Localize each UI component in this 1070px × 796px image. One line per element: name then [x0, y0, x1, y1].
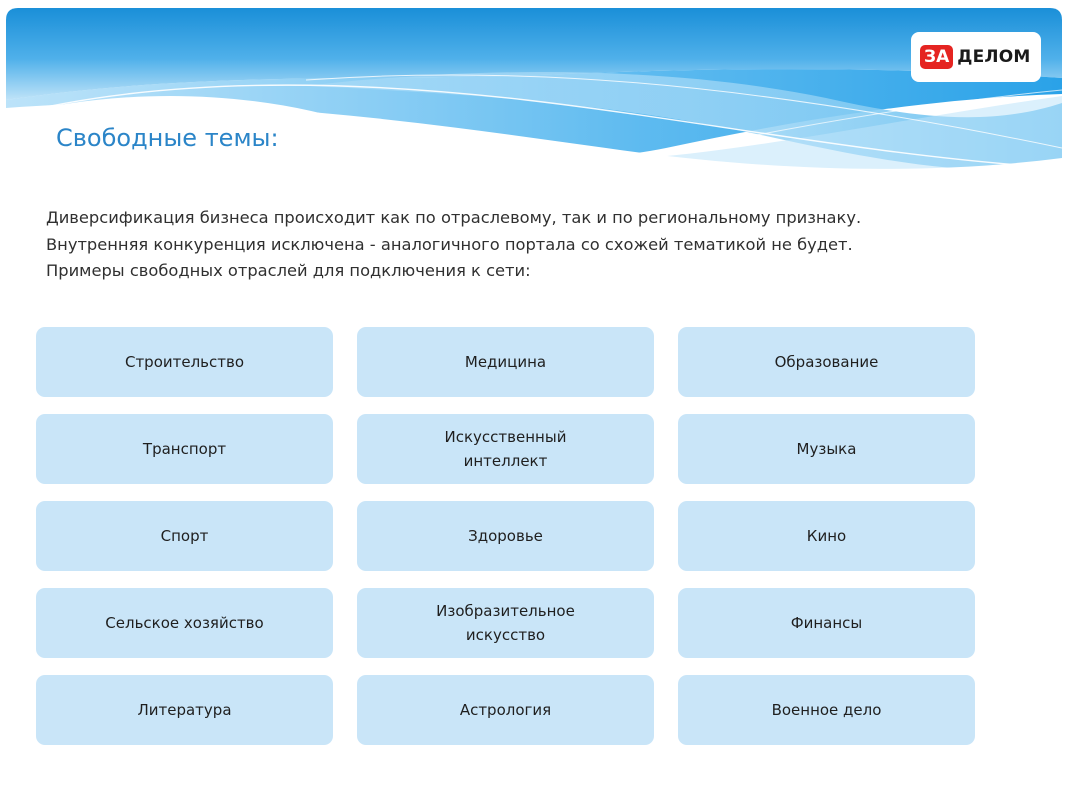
intro-line: Диверсификация бизнеса происходит как по отраслевому, так и по региональному признаку. [46, 208, 862, 227]
industry-tile [36, 414, 333, 484]
industry-label: Музыка [796, 440, 857, 458]
industry-tile [357, 414, 654, 484]
industry-label: Изобразительное искусство [436, 602, 575, 644]
industry-tile [357, 327, 654, 397]
industry-label: Сельское хозяйство [105, 614, 264, 632]
page-title: Свободные темы: [56, 124, 279, 152]
logo [911, 32, 1041, 82]
industry-grid [36, 327, 976, 745]
header-wave-banner [6, 8, 1062, 183]
industry-label: Строительство [124, 353, 245, 371]
logo-mark: ЗА [920, 45, 953, 69]
industry-label: Литература [137, 701, 232, 719]
industry-tile [678, 501, 975, 571]
logo-text: ДЕЛОМ [957, 47, 1031, 67]
industry-label: Транспорт [142, 440, 227, 458]
industry-tile [678, 588, 975, 658]
industry-label: Медицина [464, 353, 547, 371]
industry-tile [678, 675, 975, 745]
industry-label: Финансы [790, 614, 863, 632]
industry-label: Астрология [459, 701, 552, 719]
industry-label: Спорт [160, 527, 209, 545]
industry-label: Военное дело [771, 701, 882, 719]
industry-tile [36, 588, 333, 658]
industry-tile [678, 414, 975, 484]
industry-tile [36, 501, 333, 571]
industry-tile [357, 501, 654, 571]
intro-line: Внутренняя конкуренция исключена - аналогичного портала со схожей тематикой не будет. [46, 234, 853, 254]
industry-label: Здоровье [468, 527, 543, 545]
industry-tile [357, 588, 654, 658]
industry-tile [678, 327, 975, 397]
industry-label: Образование [774, 353, 879, 371]
industry-tile [36, 327, 333, 397]
industry-tile [36, 675, 333, 745]
intro-text [46, 205, 1006, 285]
industry-label: Кино [806, 527, 847, 545]
intro-line: Примеры свободных отраслей для подключения к сети: [46, 261, 531, 280]
industry-tile [357, 675, 654, 745]
industry-label: Искусственный интеллект [444, 428, 567, 470]
